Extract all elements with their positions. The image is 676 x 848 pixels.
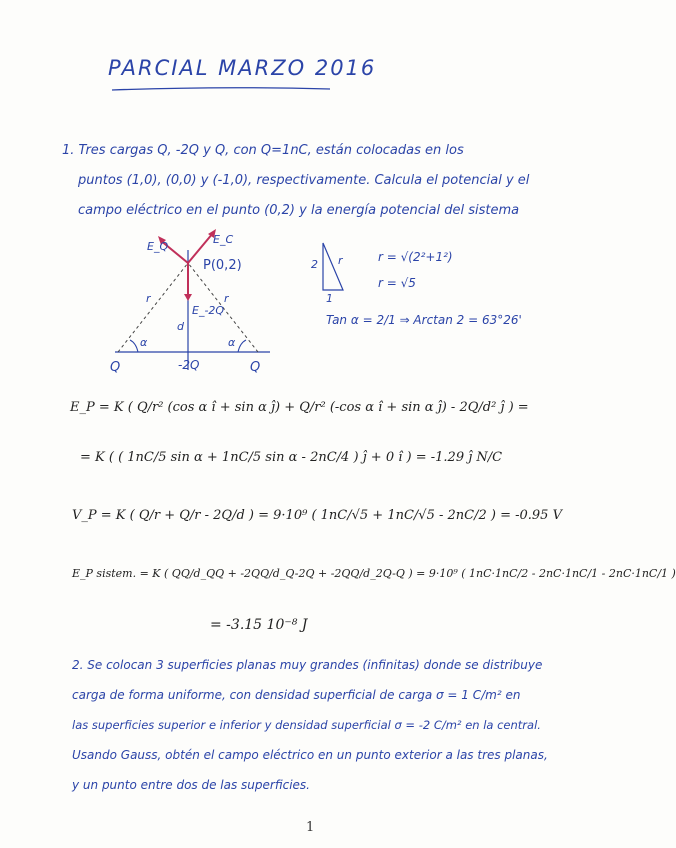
page-number: 1 [306,820,315,835]
equation-vp: V_P = K ( Q/r + Q/r - 2Q/d ) = 9·10⁹ ( 1nC/√5 + 1nC/√5 - 2nC/2 ) = -0.95 V [72,508,562,523]
equation-ep-system: E_P sistem. = K ( QQ/d_QQ + -2QQ/d_Q-2Q + -2QQ/d_2Q-Q ) = 9·10⁹ ( 1nC·1nC/2 - 2nC·1nC/1 - 2nC·1nC/1 ) [72,567,676,580]
tan-equation: Tan α = 2/1 ⇒ Arctan 2 = 63°26' [326,313,522,327]
problem2-line-3: las superficies superior e inferior y densidad superficial σ = -2 C/m² en la central. [72,718,541,732]
triangle-side-2: 2 [311,258,318,271]
problem1-line-3: campo eléctrico en el punto (0,2) y la energía potencial del sistema [78,203,520,218]
label-alpha-left: α [140,336,148,349]
equation-ep: E_P = K ( Q/r² (cos α î + sin α ĵ) + Q/r² (-cos α î + sin α ĵ) - 2Q/d² ĵ ) = [70,400,529,415]
problem2-line-5: y un punto entre dos de las superficies. [72,778,310,792]
label-point-p: P(0,2) [203,258,242,273]
label-q-left: Q [110,360,121,375]
label-ec: E_C [213,233,234,246]
r-equation-1: r = √(2²+1²) [378,250,453,264]
page-title: PARCIAL MARZO 2016 [108,56,377,80]
label-eq: E_Q [147,240,169,253]
label-q-right: Q [250,360,261,375]
problem2-line-2: carga de forma uniforme, con densidad superficial de carga σ = 1 C/m² en [72,688,521,702]
triangle-side-r: r [338,254,343,267]
problem1-line-1: 1. Tres cargas Q, -2Q y Q, con Q=1nC, están colocadas en los [62,143,464,158]
label-q-mid: -2Q [178,358,200,372]
r-equation-2: r = √5 [378,276,416,290]
triangle-side-1: 1 [326,292,333,305]
problem2-line-4: Usando Gauss, obtén el campo eléctrico en un punto exterior a las tres planas, [72,748,548,762]
equation-ep-2: = K ( ( 1nC/5 sin α + 1nC/5 sin α - 2nC/4 ) ĵ + 0 î ) = -1.29 ĵ N/C [80,450,503,465]
label-alpha-right: α [228,336,236,349]
problem2-line-1: 2. Se colocan 3 superficies planas muy grandes (infinitas) donde se distribuye [72,658,543,672]
label-d: d [177,320,184,333]
problem1-line-2: puntos (1,0), (0,0) y (-1,0), respectivamente. Calcula el potencial y el [78,173,530,188]
equation-ep-system-result: = -3.15 10⁻⁸ J [210,617,308,633]
label-r-left: r [146,292,151,305]
label-e2q: E_-2Q [192,304,225,317]
label-r-right: r [224,292,229,305]
